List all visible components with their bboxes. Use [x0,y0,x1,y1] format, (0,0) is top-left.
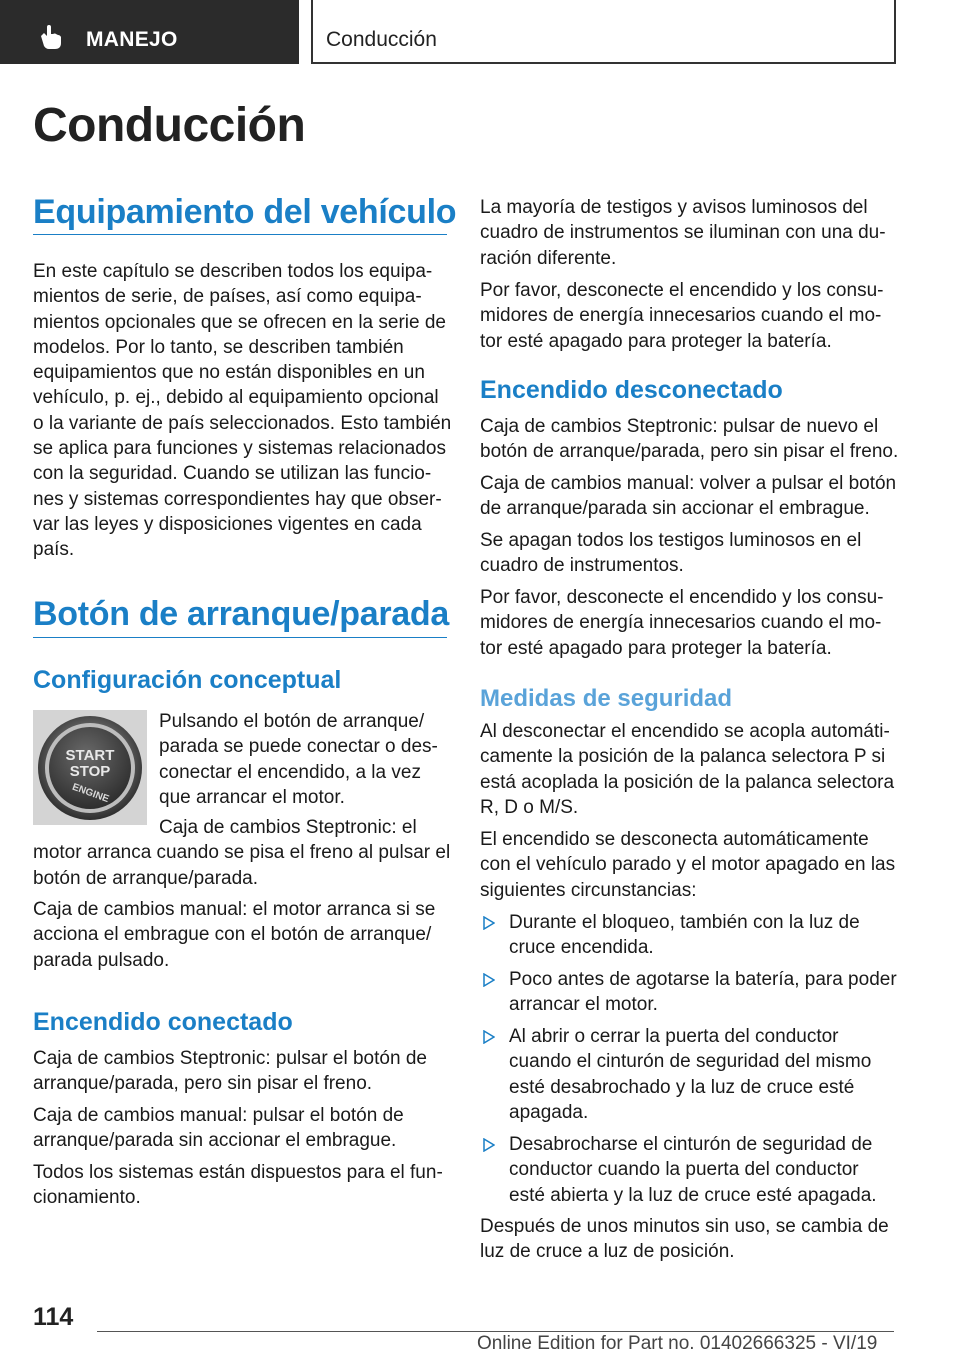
heading-rule [33,637,447,638]
safety-paragraph-2: El encendido se desconecta automáticamente con el vehículo parado y el motor apagado en las siguientes circunstancias: [480,829,896,901]
start-stop-button-icon [33,710,147,825]
heading-equipamiento: Equipamiento del vehículo [33,193,457,231]
heading-rule [33,234,447,235]
heading-medidas-seguridad: Medidas de seguridad [480,685,733,712]
concept-paragraph-2: Caja de cambios Steptronic: el motor arranca cuando se pisa el freno al pulsar el botón de arranque/parada. [33,817,451,889]
on-paragraph-3: Todos los sistemas están dispuestos para el fun‐ cionamiento. [33,1162,443,1209]
concept-paragraph-3: Caja de cambios manual: el motor arranca si se acciona el embrague con el botón de arranque/ parada pulsado. [33,899,436,971]
button-label-stop: STOP [69,763,111,780]
closing-paragraph: Después de unos minutos sin uso, se cambia de luz de cruce a luz de posición. [480,1216,889,1263]
list-item: Durante el bloqueo, también con la luz de cruce encendida. [509,912,860,959]
bullet-triangle-icon [483,973,495,987]
list-item: Poco antes de agotarse la batería, para poder arrancar el motor. [509,969,897,1016]
heading-boton: Botón de arranque/parada [33,595,449,633]
bullet-triangle-icon [483,1138,495,1152]
footer-edition: Online Edition for Part no. 01402666325 - VI/19 [477,1333,878,1354]
page-title: Conducción [33,99,306,152]
on-paragraph-1: Caja de cambios Steptronic: pulsar el botón de arranque/parada, pero sin pisar el freno. [33,1048,427,1095]
header-breadcrumb: Conducción [326,28,437,51]
concept-paragraph-1: Pulsando el botón de arranque/ parada se puede conectar o des‐ conectar el encendido, a la vez que arrancar el motor. [159,711,438,808]
off-paragraph-3: Se apagan todos los testigos luminosos en el cuadro de instrumentos. [480,530,862,577]
off-paragraph-2: Caja de cambios manual: volver a pulsar el botón de arranque/parada sin accionar el embrague. [480,473,897,520]
list-item: Desabrocharse el cinturón de seguridad de conductor cuando la puerta del conductor esté abierta y la luz de cruce esté apagada. [509,1134,877,1206]
heading-configuracion: Configuración conceptual [33,666,342,694]
button-label-start: START [65,747,115,764]
intro-paragraph-1: La mayoría de testigos y avisos luminosos del cuadro de instrumentos se iluminan con una du‐ ración diferente. [480,197,886,269]
start-stop-button-image [33,710,147,825]
list-item: Al abrir o cerrar la puerta del conductor cuando el cinturón de seguridad del mismo esté desabrochado y la luz de cruce esté apagada. [509,1026,872,1123]
hand-pointer-icon [38,24,64,50]
intro-paragraph-2: Por favor, desconecte el encendido y los consu‐ midores de energía innecesarios cuando el mo‐ tor esté apagado para proteger la batería. [480,280,884,352]
button-label-engine: ENGINE [70,781,111,806]
heading-encendido-conectado: Encendido conectado [33,1008,293,1036]
page-number: 114 [33,1303,74,1331]
footer-rule [97,1331,894,1332]
bullet-triangle-icon [483,916,495,930]
safety-paragraph-1: Al desconectar el encendido se acopla automáti‐ camente la posición de la palanca selectora P si está acoplada la posición de la palanca selectora R, D o M/S. [480,721,895,818]
off-paragraph-4: Por favor, desconecte el encendido y los consu‐ midores de energía innecesarios cuando el mo‐ tor esté apagado para proteger la batería. [480,587,884,659]
on-paragraph-2: Caja de cambios manual: pulsar el botón de arranque/parada sin accionar el embrague. [33,1105,404,1152]
off-paragraph-1: Caja de cambios Steptronic: pulsar de nuevo el botón de arranque/parada, pero sin pisar el freno. [480,416,899,463]
equip-paragraph: En este capítulo se describen todos los equipa‐ mientos de serie, de países, así como equipa‐ mientos opcionales que se ofrecen en la serie de modelos. Por lo tanto, se describen también equipamientos que no están disponibles en un vehículo, p. ej., debido al equipamiento opcional o la variante de país seleccionados. Esto también se aplica para funciones y sistemas relacionados con la seguridad. Cuando se utilizan las funcio‐ nes y sistemas correspondientes hay que obser‐ var las leyes y disposiciones vigentes en cada país. [33,261,452,561]
bullet-triangle-icon [483,1030,495,1044]
header-section-label: MANEJO [86,28,178,51]
heading-encendido-desconectado: Encendido desconectado [480,376,783,404]
